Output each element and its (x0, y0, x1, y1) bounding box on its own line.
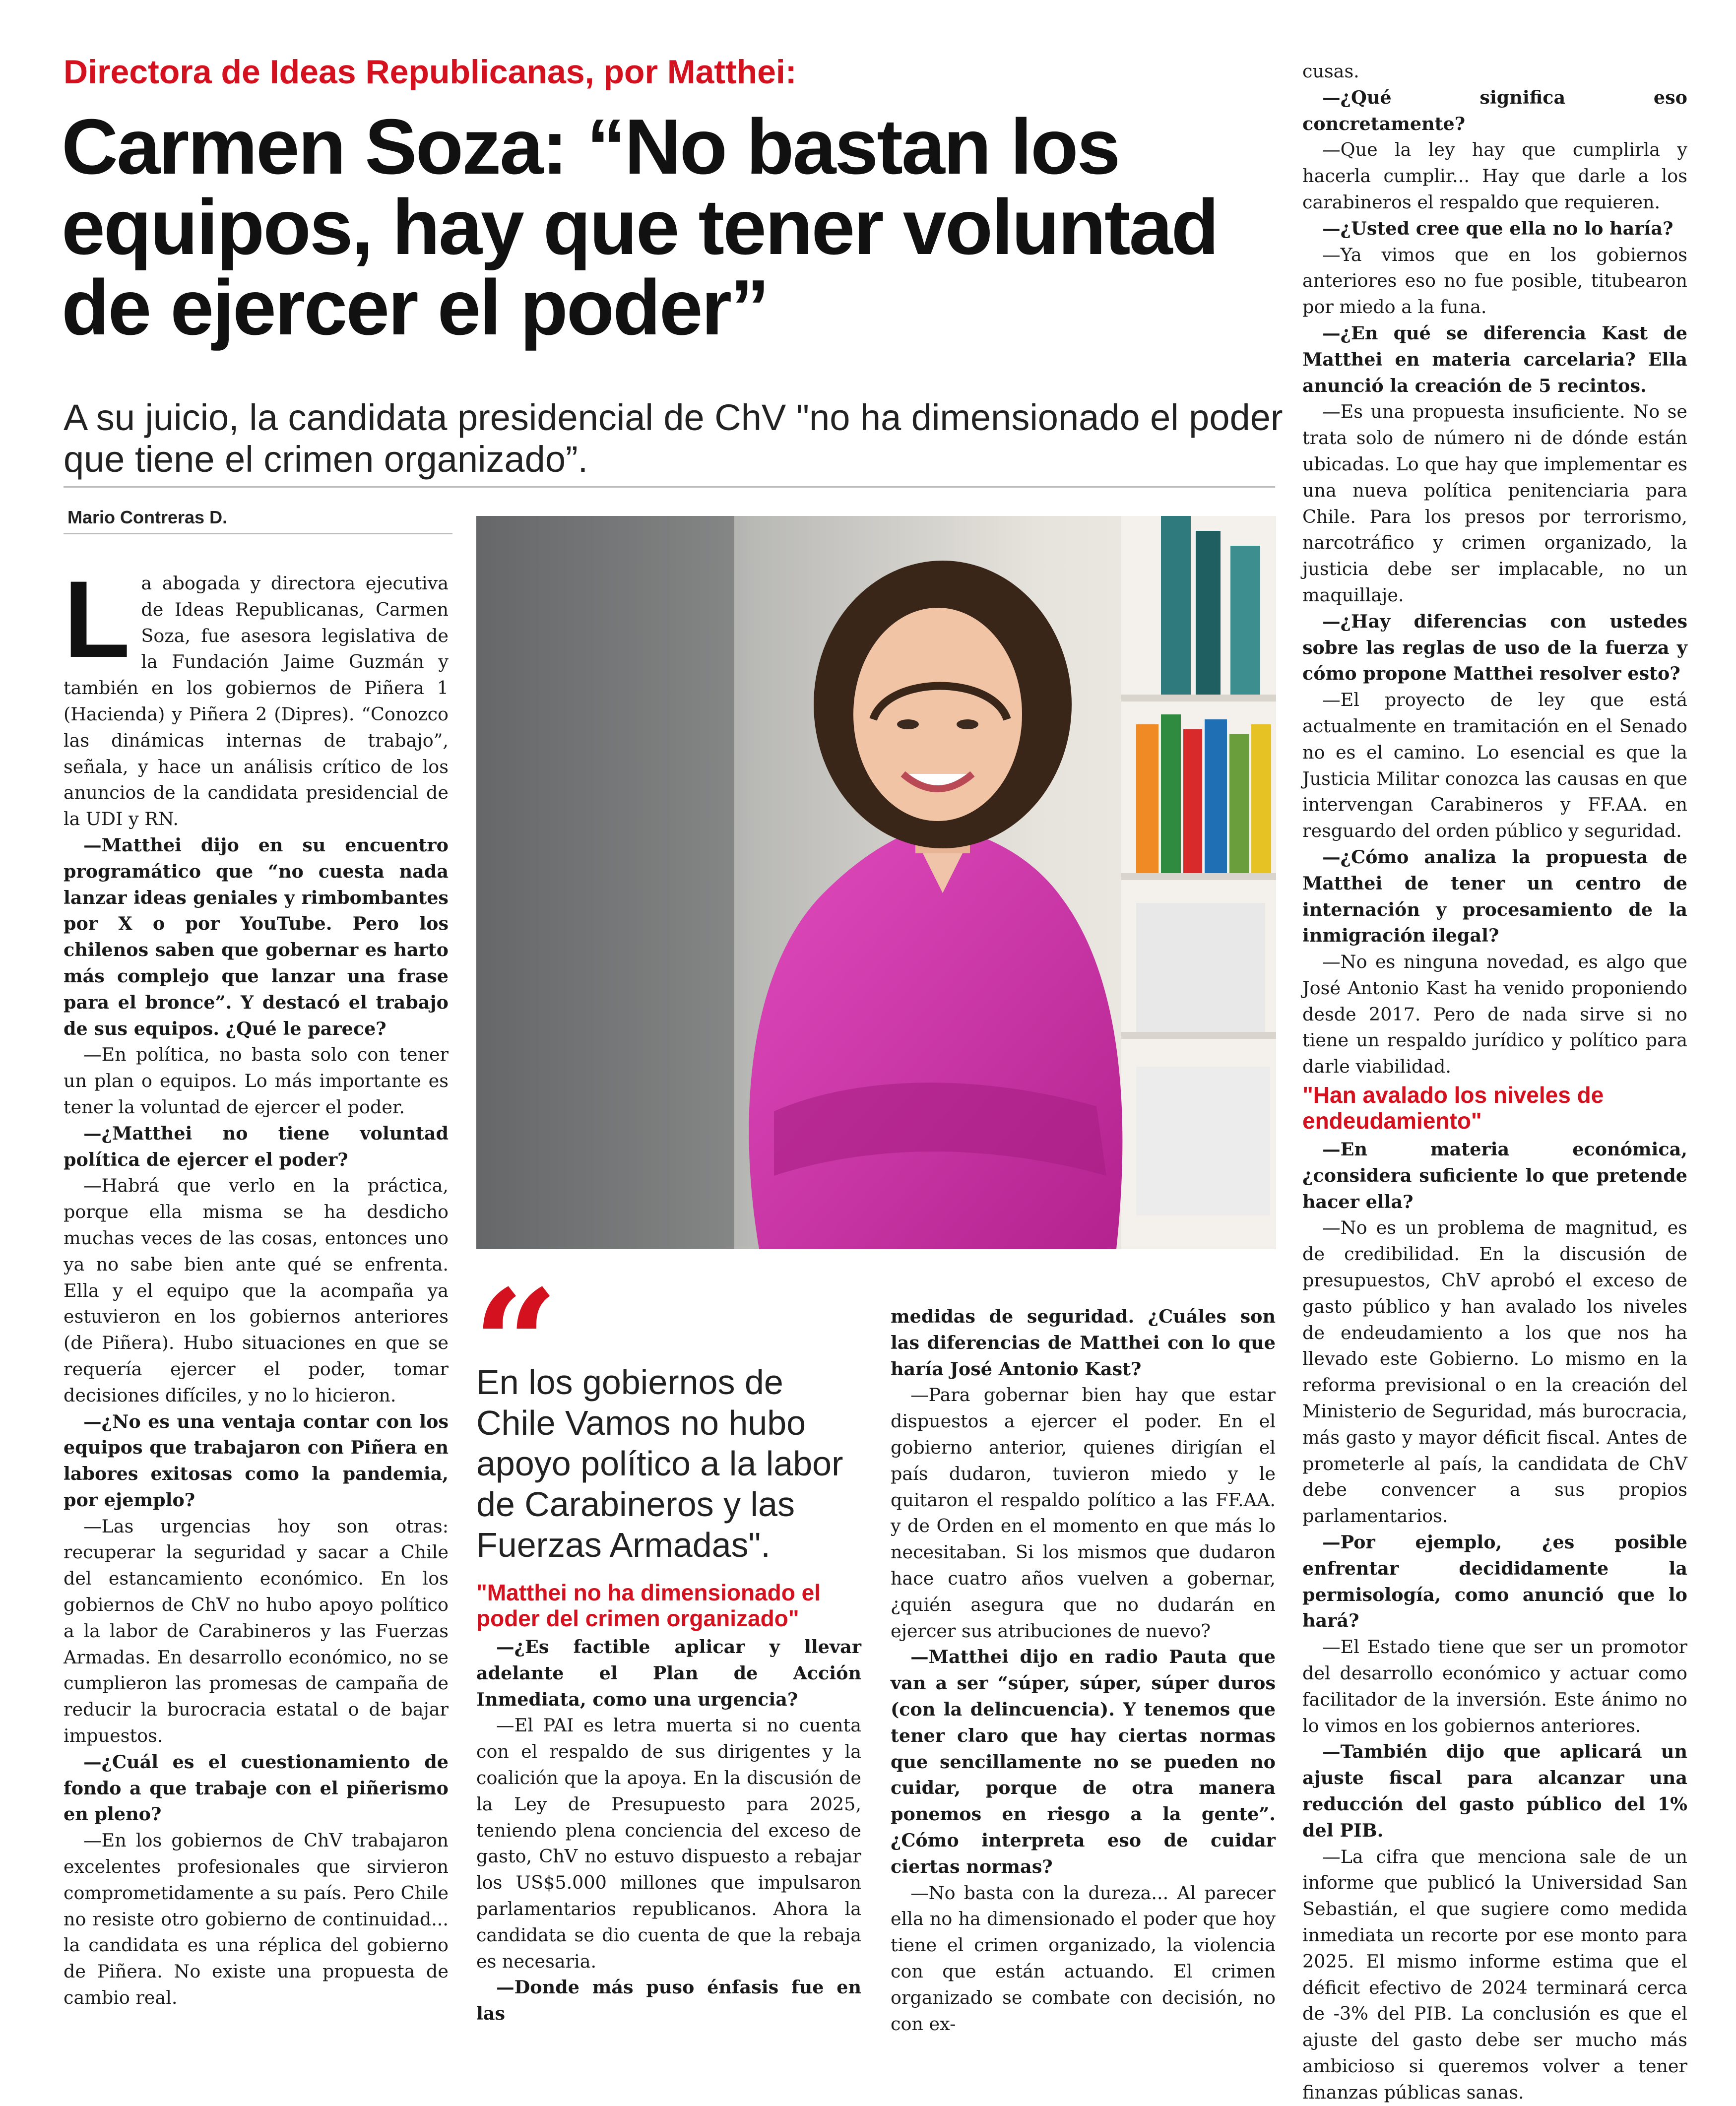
question: medidas de seguridad. ¿Cuáles son las diferencias de Matthei con lo que haría José Antonio Kast? (891, 1306, 1276, 1380)
question: —¿No es una ventaja contar con los equipos que trabajaron con Piñera en labores exitosas como la pandemia, por ejemplo? (64, 1410, 449, 1511)
answer: —Que la ley hay que cumplirla y hacerla cumplir... Hay que darle a los carabineros el respaldo que requieren. (1302, 139, 1687, 213)
byline: Mario Contreras D. (67, 507, 228, 527)
question: —Donde más puso énfasis fue en las (476, 1977, 861, 2025)
question: —¿Cuál es el cuestionamiento de fondo a que trabaje con el piñerismo en pleno? (64, 1751, 449, 1825)
answer: —Ya vimos que en los gobiernos anteriores eso no fue posible, titubearon por miedo a la funa. (1302, 244, 1687, 318)
answer: —No es un problema de magnitud, es de credibilidad. En la discusión de presupuestos, ChV aprobó el exceso de gasto público y han avalado los niveles de endeudamiento a los que nos ha llevado este Gobierno. Lo mismo en la reforma previsional o en la creación del Ministerio de Seguridad, más burocracia, más gasto y mayor déficit fiscal. Antes de prometerle al país, la candidata de ChV debe convencer a sus propios parlamentarios. (1302, 1217, 1687, 1527)
question: —¿En qué se diferencia Kast de Matthei en materia carcelaria? Ella anunció la creación de 5 recintos. (1302, 322, 1687, 396)
section-subhead: "Matthei no ha dimensionado el poder del crimen organizado" (476, 1580, 821, 1631)
question: —¿Cómo analiza la propuesta de Matthei de tener un centro de internación y procesamiento de la inmigración ilegal? (1302, 846, 1687, 947)
answer: —No es ninguna novedad, es algo que José Antonio Kast ha venido proponiendo desde 2017. Pero de nada sirve si no tiene un respaldo jurídico y político para darle viabilidad. (1302, 951, 1687, 1078)
answer: —El Estado tiene que ser un promotor del desarrollo económico y actuar como facilitador de la inversión. Este ánimo no lo vimos en los gobiernos anteriores. (1302, 1636, 1687, 1736)
lead-paragraph: A su juicio, la candidata presidencial de ChV "no ha dimensionado el poder que tiene el crimen organizado”. (64, 397, 1283, 480)
article-column-2 (476, 1578, 861, 2027)
question: —También dijo que aplicará un ajuste fiscal para alcanzar una reducción del gasto público del 1% del PIB. (1302, 1741, 1687, 1841)
section-subhead: "Han avalado los niveles de endeudamiento" (1302, 1082, 1604, 1134)
answer: —No basta con la dureza... Al parecer ella no ha dimensionado el poder que hoy tiene el crimen organizado, la violencia con que están actuando. El crimen organizado se combate con decisión, no con ex- (891, 1882, 1276, 2035)
headline: Carmen Soza: “No bastan los equipos, hay que tener voluntad de ejercer el poder” (62, 103, 1218, 351)
question: —¿Es factible aplicar y llevar adelante el Plan de Acción Inmediata, como una urgencia? (476, 1636, 861, 1710)
portrait-photo (476, 516, 1276, 1249)
question: —Matthei dijo en su encuentro programático que “no cuesta nada lanzar ideas geniales y rimbombantes por X o por YouTube. Pero los chilenos saben que gobernar es harto más complejo que lanzar una frase para el bronce”. Y destacó el trabajo de sus equipos. ¿Qué le parece? (64, 834, 449, 1039)
divider-rule (64, 486, 1275, 488)
question: —Matthei dijo en radio Pauta que van a ser “súper, súper, súper duros (con la delincuencia). Y tenemos que tener claro que hay ciertas normas que sencillamente no se pueden no cuidar, porque de otra manera ponemos en riesgo a la gente”. ¿Cómo interpreta eso de cuidar ciertas normas? (891, 1646, 1276, 1877)
paragraph-text: a abogada y directora ejecutiva de Ideas Republicanas, Carmen Soza, fue asesora legislativa de la Fundación Jaime Guzmán y también en los gobiernos de Piñera 1 (Hacienda) y Piñera 2 (Dipres). “Conozco las dinámicas internas de trabajo”, señala, y hace un análisis crítico de los anuncios de la candidata presidencial de la UDI y RN. (64, 573, 449, 830)
pull-quote: En los gobiernos de Chile Vamos no hubo apoyo político a la labor de Carabineros y las Fuerzas Armadas". (476, 1363, 843, 1564)
question: —¿Hay diferencias con ustedes sobre las reglas de uso de la fuerza y cómo propone Matthei resolver esto? (1302, 610, 1687, 685)
question: —Por ejemplo, ¿es posible enfrentar decididamente la permisología, como anunció que lo hará? (1302, 1532, 1687, 1632)
kicker: Directora de Ideas Republicanas, por Matthei: (64, 53, 797, 91)
answer: —Es una propuesta insuficiente. No se trata solo de número ni de dónde están ubicadas. Lo que hay que implementar es una nueva política penitenciaria para Chile. Para los presos por terrorismo, narcotráfico y crimen organizado, la justicia debe ser implacable, no un maquillaje. (1302, 401, 1687, 606)
answer: —Para gobernar bien hay que estar dispuestos a ejercer el poder. En el gobierno anterior, quienes dirigían el país dudaron, tuvieron miedo y le quitaron el respaldo político a las FF.AA. y de Orden en el momento en que más lo necesitaban. Si los mismos que dudaron hace cuatro años vuelven a gobernar, ¿quién asegura que no dudarán en ejercer sus atribuciones de nuevo? (891, 1384, 1276, 1642)
answer: —El PAI es letra muerta si no cuenta con el respaldo de sus dirigentes y la coalición que la apoya. En la discusión de la Ley de Presupuesto para 2025, teniendo plena conciencia del exceso de gasto, ChV no estuvo dispuesto a rebajar los US$5.000 millones que impulsaron parlamentarios republicanos. Ahora la candidata se dio cuenta de que la rebaja es necesaria. (476, 1715, 861, 1972)
first-paragraph (64, 558, 449, 832)
answer: —En los gobiernos de ChV trabajaron excelentes profesionales que sirvieron comprometidamente a su país. Pero Chile no resiste otro gobierno de continuidad... la candidata es una réplica del gobierno de Piñera. No existe una propuesta de cambio real. (64, 1830, 449, 2009)
answer: —Las urgencias hoy son otras: recuperar la seguridad y sacar a Chile del estancamiento económico. En los gobiernos de ChV no hubo apoyo político a la labor de Carabineros y las Fuerzas Armadas. En desarrollo económico, no se cumplieron las promesas de campaña de reducir la burocracia estatal o de bajar impuestos. (64, 1515, 449, 1747)
answer: —El proyecto de ley que está actualmente en tramitación en el Senado no es el camino. Lo esencial es que la Justicia Militar conozca las causas en que intervengan Carabineros y FF.AA. en resguardo del orden público y seguridad. (1302, 689, 1687, 842)
question: —¿Matthei no tiene voluntad política de ejercer el poder? (64, 1122, 449, 1170)
drop-cap: L (64, 558, 130, 680)
question: —En materia económica, ¿considera suficiente lo que pretende hacer ella? (1302, 1139, 1687, 1213)
question: —¿Qué significa eso concretamente? (1302, 86, 1687, 134)
article-column-3 (891, 1304, 1276, 2037)
quote-mark-icon: “ (473, 1257, 559, 1432)
article-column-1 (64, 558, 449, 2011)
answer: cusas. (1302, 61, 1359, 82)
byline-rule (64, 533, 452, 534)
answer: —En política, no basta solo con tener un plan o equipos. Lo más importante es tener la voluntad de ejercer el poder. (64, 1044, 449, 1118)
answer: —Habrá que verlo en la práctica, porque ella misma se ha desdicho muchas veces de las cosas, entonces uno ya no sabe bien ante qué se enfrenta. Ella y el equipo que la acompaña ya estuvieron en los gobiernos anteriores (de Piñera). Hubo situaciones en que se requería ejercer el poder, tomar decisiones difíciles, y no lo hicieron. (64, 1175, 449, 1406)
article-column-4 (1302, 59, 1687, 2106)
answer: —La cifra que menciona sale de un informe que publicó la Universidad San Sebastián, el que sugiere como medida inmediata un recorte por ese monto para 2025. El mismo informe estima que el déficit efectivo de 2024 terminará cerca de -3% del PIB. La conclusión es que el ajuste del gasto debe ser mucho más ambicioso si queremos volver a tener finanzas públicas sanas. (1302, 1846, 1687, 2103)
question: —¿Usted cree que ella no lo haría? (1322, 217, 1673, 239)
